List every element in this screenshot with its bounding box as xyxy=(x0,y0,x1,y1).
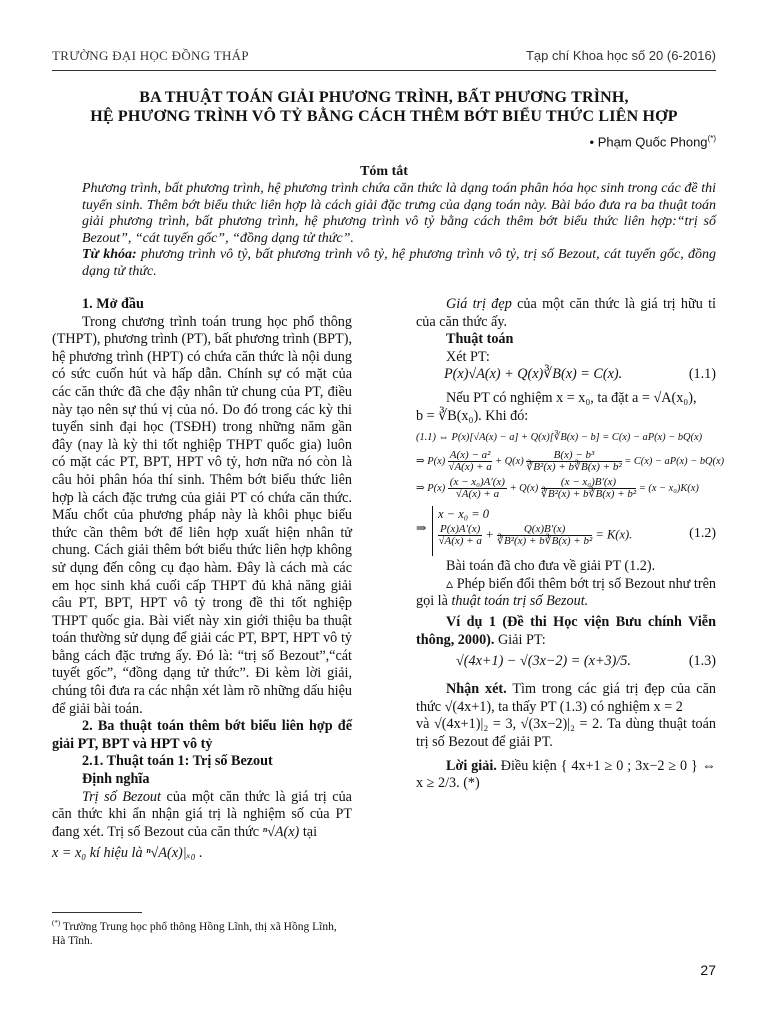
definition-notation: x = x₀ kí hiệu là ⁿ√A(x)|ₓ₀ . xyxy=(52,845,203,862)
derivation-line-2 xyxy=(416,449,725,474)
abstract-heading: Tóm tắt xyxy=(360,164,408,179)
d2-rhs: = C(x) − aP(x) − bQ(x) xyxy=(624,456,725,468)
nice-value-text: của một căn thức là giá trị hữu tỉ của căn thức ấy. xyxy=(416,296,716,330)
b-definition: b = ∛B(x₀). Khi đó: xyxy=(416,407,529,424)
solution xyxy=(416,758,716,793)
author-bullet: • xyxy=(589,134,595,150)
d3-frac-1 xyxy=(448,477,507,500)
d3-lhs: ⇒ P(x) xyxy=(416,483,446,495)
nice-value-term: Giá trị đẹp xyxy=(446,296,512,312)
equation-1-3 xyxy=(416,653,716,681)
nice-value-paragraph xyxy=(416,296,716,331)
d3-frac-2-num: (x − x₀)B′(x) xyxy=(541,477,636,489)
section-1-heading: 1. Mở đầu xyxy=(82,296,144,312)
s2-frac-2 xyxy=(497,524,592,547)
title-line-2: HỆ PHƯƠNG TRÌNH VÔ TỶ BẰNG CÁCH THÊM BỚT BIỂU THỨC LIÊN HỢP xyxy=(90,108,678,125)
running-header xyxy=(52,44,716,68)
right-column xyxy=(416,296,725,793)
author-footnote-mark: (*) xyxy=(707,134,716,143)
equation-1-3-body: √(4x+1) − √(3x−2) = (x+3)/5. xyxy=(456,653,631,670)
equation-1-3-number: (1.3) xyxy=(688,653,716,670)
implies-symbol: ⇒ xyxy=(416,521,427,536)
definition-heading: Định nghĩa xyxy=(82,771,150,788)
solution-text: Điều kiện { 4x+1 ≥ 0 ; 3x−2 ≥ 0 } ⇔ x ≥ 2/3. (*) xyxy=(416,757,716,792)
definition-paragraph xyxy=(52,789,352,842)
example-1 xyxy=(416,614,716,649)
bezout-term: Trị số Bezout xyxy=(82,788,161,805)
equation-1-1-number: (1.1) xyxy=(688,366,716,383)
equation-1-1-body: P(x)√A(x) + Q(x)∛B(x) = C(x). xyxy=(444,366,623,383)
intro-paragraph: Trong chương trình toán trung học phổ thông (THPT), phương trình (PT), bất phương trình (BPT), hệ phương trình (HPT) có chứa căn thức là nội dung có sức cuốn hút và hấp dẫn. Chính sự có mặt của các căn thức đã che đậy nhân tử chung của PT, điều này tạo nên sự thú vị của nó. Do đó trong các kỳ thi tuyển sinh đại học (TSĐH) trong những năm gần đây (nay là kỳ thi tốt nghiệp THPT quốc gia) luôn có mặt các PT, BPT, HPT vô tỷ, hơn nữa nó còn là câu hỏi phân hóa thí sinh. Thêm bớt biểu thức liên hợp là cách đặc trưng của giải PT có chứa căn thức. Mấu chốt của phương pháp này là khôi phục biểu thức cần thêm bớt để liên hợp xuất hiện nhân tử chung. Cách giải thêm bớt biểu thức liên hợp không sử dụng đến công cụ đạo hàm. Đây là cách mà các em học sinh khá cuối cấp THPT đủ khả năng giải câu PT, BPT, HPT vô tỷ trong đề thi tốt nghiệp THPT quốc gia. Bài viết này xin giới thiệu ba thuật toán thường sử dụng để giải các PT, BPT, HPT vô tỷ bằng cách đặc trưng ấy. Đó là: “trị số Bezout”,“cát tuyết gốc”, “đồng dạng tử thức”. Đi kèm lời giải, chúng tôi đưa ra các nhận xét làm rõ những dấu hiệu để giải bài toán. xyxy=(52,313,352,717)
remark-cont: và √(4x+1)|₂ = 3, √(3x−2)|₂ = 2. Ta dùng thuật toán trị số Bezout để giải PT. xyxy=(416,716,716,750)
s2-frac-2-den: ∛B²(x) + b∛B(x) + b² xyxy=(496,535,593,548)
d2-mid: + Q(x) xyxy=(495,456,524,468)
remark-text: Tìm trong các giá trị đẹp của căn thức √(4x+1), ta thấy PT (1.3) có nghiệm x = 2 xyxy=(416,681,716,715)
d2-frac-2 xyxy=(526,450,621,473)
derivation-line-3 xyxy=(416,477,716,500)
system-row-1: x − x₀ = 0 xyxy=(438,507,490,522)
d3-rhs: = (x − x₀)K(x) xyxy=(638,483,699,495)
root-assumption: Nếu PT có nghiệm x = x₀, ta đặt a = √A(x₀), xyxy=(446,390,697,407)
s2-frac-2-num: Q(x)B′(x) xyxy=(497,524,592,536)
section-2-heading: 2. Ba thuật toán thêm bớt biểu liên hợp để giải PT, BPT và HPT vô tỷ xyxy=(52,718,352,752)
bezout-algo-term: thuật toán trị số Bezout. xyxy=(451,593,589,610)
bezout-algo-text: ▵ Phép biến đổi thêm bớt trị số Bezout như trên gọi là xyxy=(416,575,716,610)
reduce-paragraph: Bài toán đã cho đưa về giải PT (1.2). xyxy=(446,558,656,575)
footnote-mark: (*) xyxy=(52,919,61,927)
remark-label: Nhận xét. xyxy=(446,681,507,698)
left-column xyxy=(52,296,352,863)
remark xyxy=(416,681,716,716)
page-number: 27 xyxy=(700,962,716,978)
author-line xyxy=(590,134,717,149)
system-1-2 xyxy=(416,506,716,558)
d3-frac-1-den: √A(x) + a xyxy=(455,488,500,501)
d3-frac-2-den: ∛B²(x) + b∛B(x) + b² xyxy=(540,488,637,501)
d3-mid: + Q(x) xyxy=(509,483,539,495)
keywords-text: phương trình vô tỷ, bất phương trình vô tỷ, hệ phương trình vô tỷ, trị số Bezout, cát tuyến gốc, đồng dạng tử thức. xyxy=(82,247,717,279)
journal-institution: TRƯỜNG ĐẠI HỌC ĐỒNG THÁP xyxy=(52,48,249,63)
algorithm-heading: Thuật toán xyxy=(446,331,514,348)
equation-1-1 xyxy=(416,366,716,390)
d2-frac-2-num: B(x) − b³ xyxy=(526,450,621,462)
s2-frac-1 xyxy=(438,524,482,547)
system-row-2: $\frac{P(x)A'(x)}{√A(x) + a}$ + $\frac{Q(x)B'(x)}{\text{∛B²(x) + b∛B(x) + b²}}$ = K(x). xyxy=(438,523,633,548)
footnote xyxy=(52,916,352,948)
s2-rhs: = K(x). xyxy=(595,527,633,542)
d2-frac-1-num: A(x) − a² xyxy=(449,449,491,462)
d2-frac-1-den: √A(x) + a xyxy=(448,461,492,474)
keywords xyxy=(82,247,716,280)
header-rule xyxy=(52,70,716,71)
s2-frac-1-den: √A(x) + a xyxy=(438,535,482,548)
example-1-heading: Ví dụ 1 (Đề thi Học viện Bưu chính Viễn thông, 2000). xyxy=(416,613,716,648)
system-bracket xyxy=(432,506,433,556)
example-1-task: Giải PT: xyxy=(494,631,546,648)
paper-title xyxy=(52,88,716,126)
keywords-label: Từ khóa: xyxy=(82,247,137,262)
definition-text: của một căn thức là giá trị của căn thức khi ẩn nhận giá trị là nghiệm số của PT đang xét. Trị số Bezout của căn thức xyxy=(52,788,352,840)
derivation-line-1: (1.1) ⇔ P(x)[√A(x) − a] + Q(x)[∛B(x) − b] = C(x) − aP(x) − bQ(x) xyxy=(416,431,703,443)
d2-frac-2-den: ∛B²(x) + b∛B(x) + b² xyxy=(526,461,622,474)
author-name: Phạm Quốc Phong xyxy=(597,134,708,150)
equation-1-2-number: (1.2) xyxy=(689,526,716,542)
section-2-1-heading: 2.1. Thuật toán 1: Trị số Bezout xyxy=(82,753,273,770)
solution-label: Lời giải. xyxy=(446,757,497,774)
definition-text-2: tại xyxy=(299,823,318,840)
s2-frac-1-num: P(x)A′(x) xyxy=(440,523,481,536)
d2-frac-1 xyxy=(448,450,493,473)
d3-frac-1-num: (x − x₀)A′(x) xyxy=(449,476,505,489)
bezout-algorithm-paragraph xyxy=(416,576,716,611)
footnote-rule xyxy=(52,912,142,913)
abstract xyxy=(82,181,716,280)
journal-issue: Tạp chí Khoa học số 20 (6-2016) xyxy=(525,48,716,63)
d3-frac-2 xyxy=(541,477,636,500)
radical-expr: ⁿ√A(x) xyxy=(262,823,300,840)
abstract-body: Phương trình, bất phương trình, hệ phương trình chứa căn thức là dạng toán phân hóa học sinh trong các đề thi tuyển sinh. Thêm bớt biểu thức liên hợp là cách giải đặc trưng của dạng toán này. Bài báo đưa ra ba thuật toán giải phương trình, bất phương trình, hệ phương trình vô tỷ bằng cách thêm bớt biểu thức liên hợp:“trị số Bezout”, “cát tuyến gốc”, “đồng dạng tử thức”. xyxy=(82,181,716,246)
title-line-1: BA THUẬT TOÁN GIẢI PHƯƠNG TRÌNH, BẤT PHƯƠNG TRÌNH, xyxy=(139,89,629,106)
d2-lhs: ⇒ P(x) xyxy=(416,456,446,468)
footnote-text: Trường Trung học phổ thông Hồng Lĩnh, thị xã Hồng Lĩnh, Hà Tĩnh. xyxy=(52,920,337,947)
consider-eq: Xét PT: xyxy=(446,348,490,365)
